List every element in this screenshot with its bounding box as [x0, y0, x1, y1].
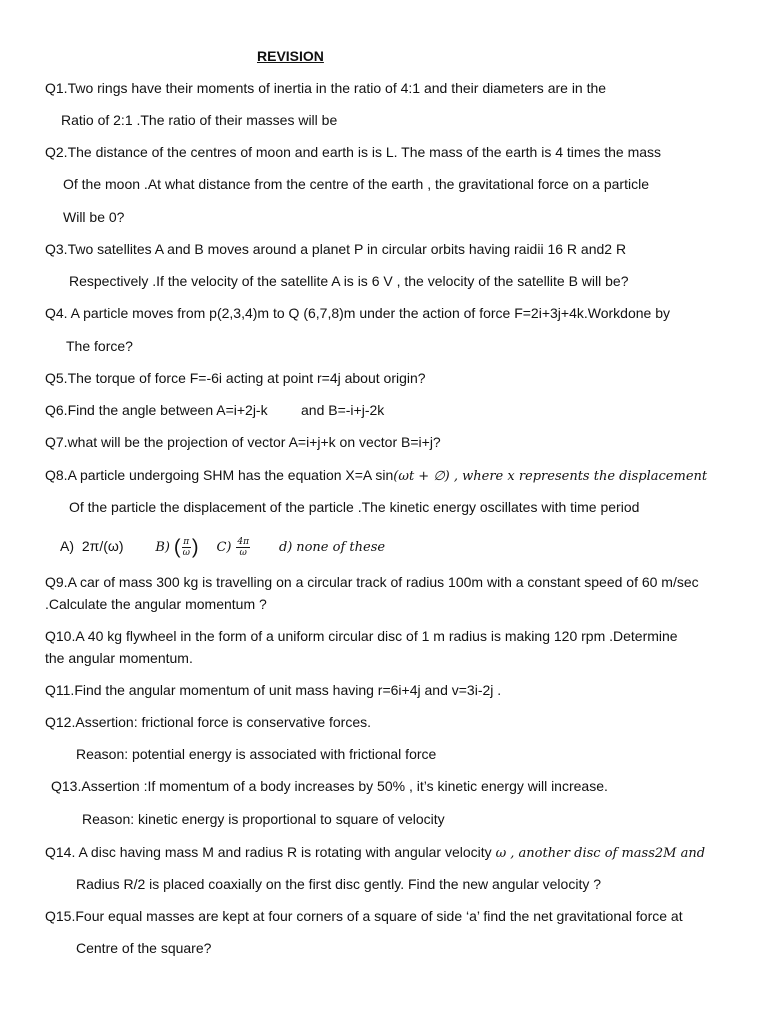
q2-line1: Q2.The distance of the centres of moon and earth is is L. The mass of the earth is 4 times the mass	[45, 144, 662, 160]
q10-line2: the angular momentum.	[45, 650, 193, 666]
q7-line1: Q7.what will be the projection of vector A=i+j+k on vector B=i+j?	[45, 434, 441, 450]
q12-line1: Q12.Assertion: frictional force is conservative forces.	[45, 714, 372, 730]
q8-option-d-label: d)	[278, 540, 293, 555]
q15-line1: Q15.Four equal masses are kept at four corners of a square of side ‘a’ find the net gravitational force at	[45, 908, 683, 924]
q14-line1-math: ω , another disc of mass2M and	[495, 846, 706, 861]
q8-option-a-text: 2π/(ω)	[81, 538, 124, 554]
q1-line1: Q1.Two rings have their moments of inertia in the ratio of 4:1 and their diameters are in the	[45, 80, 607, 96]
q8-option-c-fraction: $\frac{4\pi}{\omega}$	[237, 536, 250, 558]
q8-line1-math: (ωt + ∅) , where x represents the displacement	[393, 469, 708, 484]
q15-line2: Centre of the square?	[76, 940, 212, 956]
q8-option-b-fraction: $\frac{\pi}{\omega}$	[182, 536, 190, 558]
q2-line3: Will be 0?	[63, 209, 125, 225]
q13-line2: Reason: kinetic energy is proportional to square of velocity	[82, 811, 445, 827]
q8-option-d-text: none of these	[296, 540, 386, 555]
q8-line2: Of the particle the displacement of the particle .The kinetic energy oscillates with time period	[69, 499, 640, 515]
q6-line1-a: Q6.Find the angle between A=i+2j-k	[45, 402, 268, 418]
q3-line1: Q3.Two satellites A and B moves around a planet P in circular orbits having raidii 16 R and2 R	[45, 241, 627, 257]
q10-line1: Q10.A 40 kg flywheel in the form of a uniform circular disc of 1 m radius is making 120 rpm .Determine	[45, 628, 678, 644]
q8-option-c-label: C)	[216, 540, 232, 555]
q3-line2: Respectively .If the velocity of the satellite A is is 6 V , the velocity of the satellite B will be?	[69, 273, 629, 289]
page-title: REVISION	[257, 48, 324, 64]
q8-option-b-label: B)	[155, 540, 170, 555]
q9-line2: .Calculate the angular momentum ?	[45, 596, 267, 612]
q6-line1-b: and B=-i+j-2k	[301, 402, 385, 418]
q14-line1	[45, 843, 705, 863]
q11-line1: Q11.Find the angular momentum of unit mass having r=6i+4j and v=3i-2j .	[45, 682, 502, 698]
q14-line2: Radius R/2 is placed coaxially on the first disc gently. Find the new angular velocity ?	[76, 876, 602, 892]
q14-line1-text: Q14. A disc having mass M and radius R is rotating with angular velocity	[45, 844, 492, 860]
q8-line1	[45, 466, 707, 486]
q1-line2: Ratio of 2:1 .The ratio of their masses will be	[61, 112, 338, 128]
q2-line2: Of the moon .At what distance from the centre of the earth , the gravitational force on a particle	[63, 176, 649, 192]
q4-line2: The force?	[66, 338, 133, 354]
q9-line1: Q9.A car of mass 300 kg is travelling on a circular track of radius 100m with a constant speed of 60 m/sec	[45, 574, 699, 590]
q12-line2: Reason: potential energy is associated with frictional force	[76, 746, 437, 762]
q8-options: A) 2π/(ω) B) ( $\frac{\pi}{\omega}$ ) C) $\frac{4\pi}{\omega}$ d) none of these	[60, 536, 386, 559]
q4-line1: Q4. A particle moves from p(2,3,4)m to Q (6,7,8)m under the action of force F=2i+3j+4k.Workdone by	[45, 305, 670, 321]
q8-option-a-label: A)	[60, 538, 74, 554]
q13-line1: Q13.Assertion :If momentum of a body increases by 50% , it’s kinetic energy will increase.	[51, 778, 608, 794]
q5-line1: Q5.The torque of force F=-6i acting at point r=4j about origin?	[45, 370, 426, 386]
q8-line1-text: Q8.A particle undergoing SHM has the equation X=A sin	[45, 467, 394, 483]
